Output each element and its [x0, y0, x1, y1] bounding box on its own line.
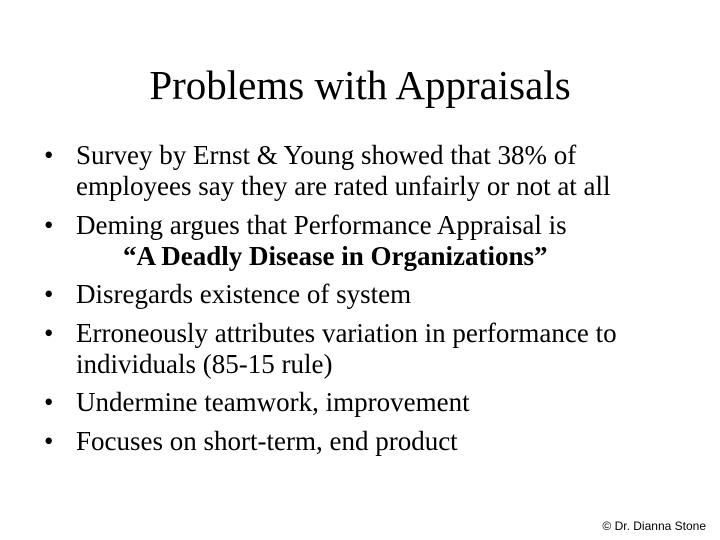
bullet-item-teamwork	[44, 387, 704, 418]
copyright-notice: © Dr. Dianna Stone	[602, 519, 706, 533]
bullet-text: Erroneously attributes variation in performance to	[76, 317, 617, 348]
bullet-text: Undermine teamwork, improvement	[76, 387, 470, 417]
bullet-item-survey	[44, 140, 704, 202]
bullet-text: Focuses on short-term, end product	[76, 425, 458, 456]
bullet-item-disregards-system	[44, 279, 704, 310]
bullet-dot-icon: •	[44, 209, 54, 240]
bullet-dot-icon: •	[44, 140, 54, 170]
bullet-dot-icon: •	[44, 279, 54, 309]
bullet-dot-icon: •	[44, 387, 54, 417]
bullet-dot-icon: •	[44, 425, 54, 456]
bullet-text: Deming argues that Performance Appraisal is	[76, 209, 567, 240]
bullet-text: Survey by Ernst & Young showed that 38% of	[76, 140, 577, 170]
bullet-text: Disregards existence of system	[76, 279, 412, 309]
bullet-item-deming	[44, 210, 704, 272]
bullet-item-variation	[44, 318, 704, 380]
bullet-dot-icon: •	[44, 317, 54, 348]
bullet-text-continued: employees say they are rated unfairly or not at all	[76, 171, 611, 201]
bullet-list	[44, 140, 704, 464]
slide-title: Problems with Appraisals	[149, 62, 571, 108]
bullet-text-continued: individuals (85-15 rule)	[76, 348, 333, 379]
deadly-disease-quote: “A Deadly Disease in Organizations”	[123, 240, 548, 271]
bullet-item-short-term	[44, 426, 704, 457]
